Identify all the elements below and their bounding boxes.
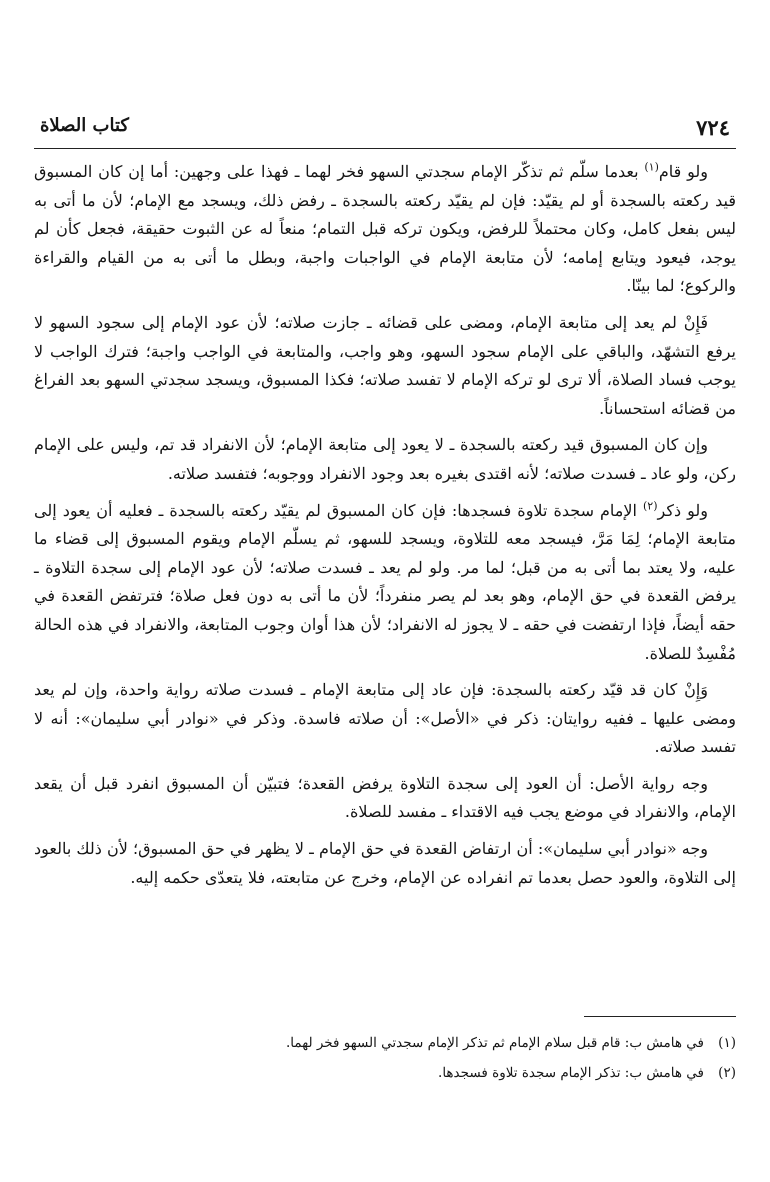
paragraph-text: وإن كان المسبوق قيد ركعته بالسجدة ـ لا يعود إلى متابعة الإمام؛ لأن الانفراد قد تم، وليس على الإمام ركن، ولو عاد ـ فسدت صلاته؛ لأنه اقتدى بغيره بعد وجود الانفراد ووجوبه؛ فتفسد صلاته. <box>34 435 736 483</box>
footnote-ref: (٢) <box>643 499 658 513</box>
footnotes <box>34 1028 736 1088</box>
paragraph-text: وجه «نوادر أبي سليمان»: أن ارتفاض القعدة في حق الإمام ـ لا يظهر في حق المسبوق؛ لأن ذلك بالعود إلى التلاوة، والعود حصل بعدما تم انفراده عن الإمام، وخرج عن متابعته، فلا يتعدّى حكمه إليه. <box>34 839 736 887</box>
paragraph <box>34 676 736 762</box>
paragraph-text: بعدما سلّم ثم تذكّر الإمام سجدتي السهو فخر لهما ـ فهذا على وجهين: أما إن كان المسبوق قيد ركعته بالسجدة أو لم يقيّد: فإن لم يقيّد ركعته بالسجدة ـ رفض ذلك، ويسجد مع الإمام؛ لأن ما أتى به ليس بفعل كامل، وكان محتملاً للرفض، ويكون تركه قبل التمام؛ منعاً له عن الثبوت حقيقة، فجعل كأن لم يوجد، فيعود ويتابع إمامه؛ لأن متابعة الإمام في الواجبات واجبة، وبطل ما أتى به من القيام والقراءة والركوع؛ لما بينّا. <box>34 162 736 296</box>
page-number: ٧٢٤ <box>696 115 730 140</box>
footnote <box>34 1028 736 1058</box>
paragraph-text: فَإِنْ لم يعد إلى متابعة الإمام، ومضى على قضائه ـ جازت صلاته؛ لأن عود الإمام إلى سجود السهو لا يرفع التشهّد، والباقي على الإمام سجود السهو، وهو واجب، والمتابعة في الواجب واجبة؛ فترك الواجب لا يوجب فساد الصلاة، ألا ترى لو تركه الإمام لا تفسد صلاته؛ فكذا المسبوق، ويسجد سجدتي السهو بعد الفراغ من قضائه استحساناً. <box>34 312 736 418</box>
footnote-text: في هامش ب: تذكر الإمام سجدة تلاوة فسجدها. <box>438 1065 704 1081</box>
paragraph-text: ولو قام <box>658 162 708 181</box>
paragraph-text: ولو ذكر <box>657 500 708 520</box>
footnote-number: (٢) <box>718 1065 736 1081</box>
footnote-number: (١) <box>718 1035 736 1051</box>
footnote <box>34 1058 736 1088</box>
footnote-text: في هامش ب: قام قبل سلام الإمام ثم تذكر الإمام سجدتي السهو فخر لهما. <box>286 1035 704 1051</box>
paragraph <box>34 309 736 423</box>
paragraph <box>34 158 736 301</box>
paragraph-text: الإمام سجدة تلاوة فسجدها: فإن كان المسبوق لم يقيّد ركعته بالسجدة ـ فعليه أن يعود إلى متابعة الإمام؛ لِمَا مَرَّ، فيسجد معه للتلاوة، ويسجد للسهو، ثم يسلّم الإمام ويقوم المسبوق إلى قضاء ما عليه، ولا يعتد بما أتى به من قبل؛ لما مر. ولو لم يعد ـ فسدت صلاته؛ لأن عود الإمام إلى سجدة التلاوة ـ يرفض القعدة في حق الإمام، وهو بعد لم يصر منفرداً؛ لأن ما أتى به دون فعل صلاة؛ فترتفض القعدة في حقه أيضاً، فإذا ارتفضت في حقه ـ لا يجوز له الانفراد؛ لأن هذا أوان وجوب المتابعة، والانفراد في هذه الحالة مُفْسِدٌ للصلاة. <box>34 500 737 663</box>
page-header <box>34 109 736 149</box>
header-rule <box>34 148 736 149</box>
chapter-title: كتاب الصلاة <box>40 115 129 136</box>
paragraph-text: وجه رواية الأصل: أن العود إلى سجدة التلاوة يرفض القعدة؛ فتبيّن أن المسبوق انفرد قبل أن يقعد الإمام، والانفراد في موضع يجب فيه الاقتداء ـ مفسد للصلاة. <box>34 773 736 822</box>
body-text <box>34 158 736 900</box>
paragraph-text: وَإِنْ كان قد قيّد ركعته بالسجدة: فإن عاد إلى متابعة الإمام ـ فسدت صلاته رواية واحدة، وإن لم يعد ومضى عليها ـ ففيه روايتان: ذكر في «الأصل»: أن صلاته فاسدة. وذكر في «نوادر أبي سليمان»: أنه لا تفسد صلاته. <box>34 680 736 757</box>
paragraph <box>34 835 736 892</box>
paragraph <box>34 497 736 669</box>
footnote-rule <box>584 1016 736 1017</box>
footnote-ref: (١) <box>644 160 659 174</box>
paragraph <box>34 431 736 488</box>
paragraph <box>34 770 736 827</box>
